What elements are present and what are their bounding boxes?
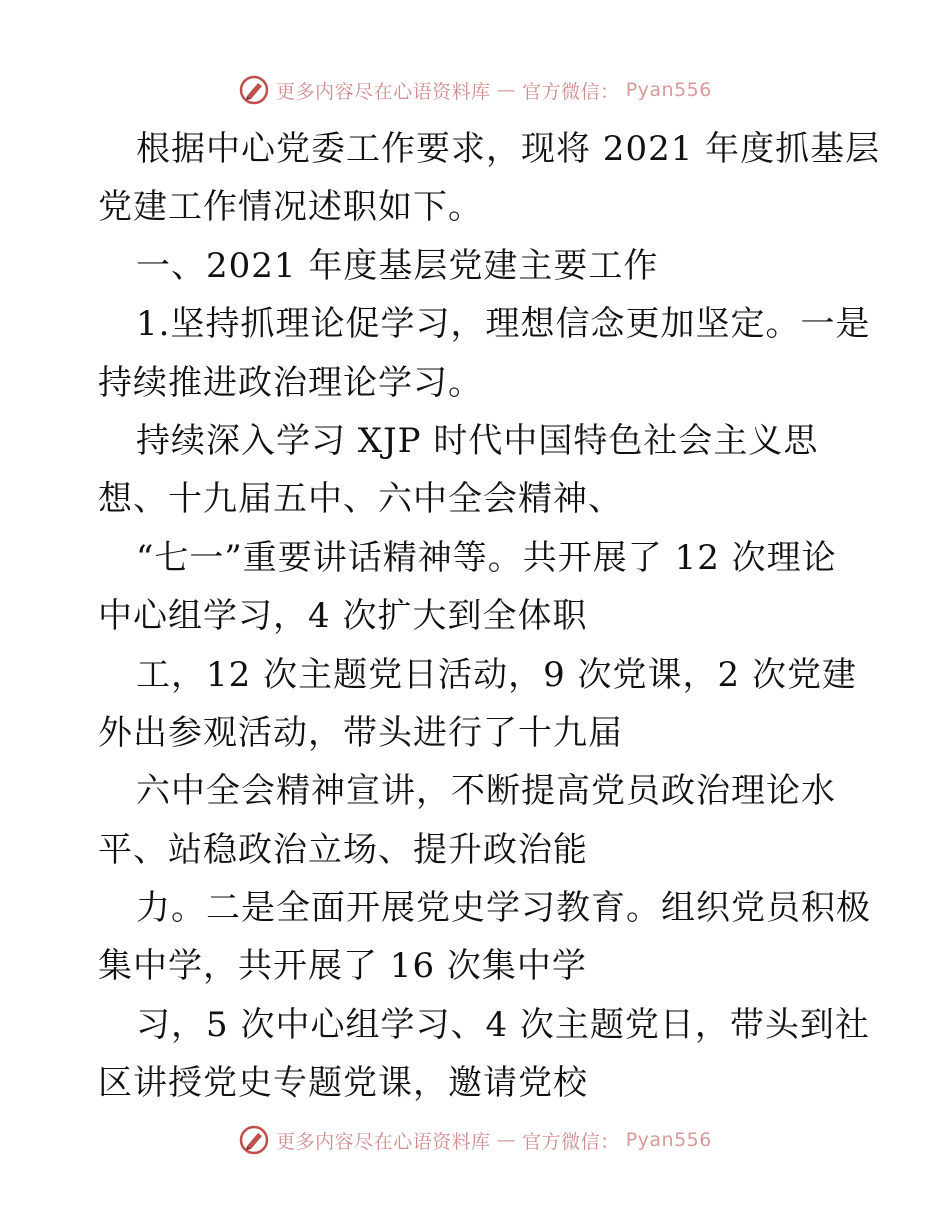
text-line: 区讲授党史专题党课，邀请党校	[98, 1063, 588, 1104]
watermark-separator: —	[496, 1129, 517, 1151]
text-line: 持续深入学习 XJP 时代中国特色社会主义思	[136, 420, 819, 461]
pen-logo-icon	[238, 74, 270, 106]
watermark-suffix: 官方微信：	[522, 80, 620, 103]
watermark-prefix: 更多内容尽在心语资料库	[276, 1130, 491, 1153]
pen-logo-icon	[238, 1124, 270, 1156]
text-line: 外出参观活动，带头进行了十九届	[98, 712, 623, 753]
watermark-id: Pyan556	[625, 79, 712, 101]
text-line: 力。二是全面开展党史学习教育。组织党员积极	[136, 888, 871, 929]
text-line: 中心组学习，4 次扩大到全体职	[98, 596, 588, 637]
text-line: 根据中心党委工作要求，现将 2021 年度抓基层	[136, 129, 881, 169]
footer-watermark	[0, 1124, 950, 1156]
section-heading: 一、2021 年度基层党建主要工作	[136, 245, 659, 286]
header-watermark	[0, 74, 950, 106]
text-line: “七一”重要讲话精神等。共开展了 12 次理论	[136, 537, 837, 578]
document-body	[98, 120, 881, 1113]
watermark-prefix: 更多内容尽在心语资料库	[276, 80, 491, 103]
text-line: 1.坚持抓理论促学习，理想信念更加坚定。一是	[136, 304, 871, 345]
text-line: 想、十九届五中、六中全会精神、	[98, 479, 623, 520]
text-line: 平、站稳政治立场、提升政治能	[98, 829, 588, 870]
text-line: 习，5 次中心组学习、4 次主题党日，带头到社	[136, 1004, 870, 1045]
text-line: 党建工作情况述职如下。	[98, 187, 483, 228]
watermark-separator: —	[496, 79, 517, 101]
watermark-suffix: 官方微信：	[522, 1130, 620, 1153]
text-line: 集中学，共开展了 16 次集中学	[98, 946, 587, 987]
text-line: 工，12 次主题党日活动，9 次党课，2 次党建	[136, 654, 857, 695]
text-line: 持续推进政治理论学习。	[98, 362, 483, 403]
watermark-id: Pyan556	[625, 1129, 712, 1151]
text-line: 六中全会精神宣讲，不断提高党员政治理论水	[136, 771, 836, 812]
